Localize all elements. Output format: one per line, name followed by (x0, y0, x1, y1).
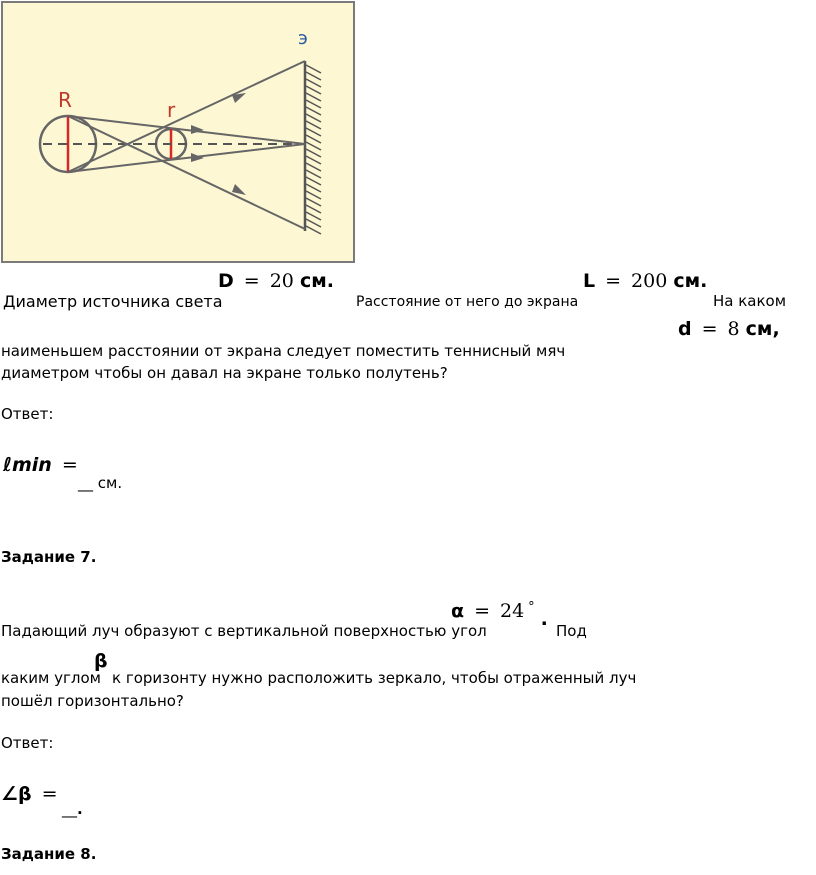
alpha-value: 24 (499, 600, 525, 622)
equals-sign: = (41, 783, 58, 805)
text-diameter: Диаметр источника света (3, 292, 223, 311)
task7-line3: пошёл горизонтально? (1, 692, 184, 710)
answer-label-7: Ответ: (1, 734, 54, 752)
task7-heading: Задание 7. (1, 548, 97, 566)
answer-end-7: . (77, 800, 83, 818)
equals-sign: = (605, 270, 622, 292)
d-unit: см, (745, 318, 780, 340)
ball-label: r (167, 98, 176, 122)
D-variable: D (218, 270, 234, 292)
alpha-dot: . (540, 608, 548, 630)
formula-beta (1, 783, 68, 805)
angle-beta: ∠β (1, 783, 32, 805)
L-unit: см. (673, 270, 708, 292)
screen-label: э (298, 28, 308, 49)
lmin-variable: ℓmin (3, 454, 52, 476)
formula-L (583, 270, 707, 292)
formula-alpha (451, 600, 548, 630)
answer-line-7 (62, 800, 83, 818)
equals-sign: = (243, 270, 260, 292)
d-variable: d (678, 318, 692, 340)
task7-line1: Падающий луч образуют с вертикальной поверхностью угол (1, 622, 487, 640)
text-question-start: На каком (713, 292, 787, 310)
L-value: 200 (631, 270, 668, 292)
alpha-degree: ° (528, 600, 535, 615)
task8-heading: Задание 8. (1, 845, 97, 863)
text-line3: диаметром чтобы он давал на экране только полутень? (1, 364, 448, 382)
formula-d (678, 318, 780, 340)
formula-D (218, 270, 334, 292)
task7-pod: Под (556, 622, 587, 640)
task7-line2b: к горизонту нужно расположить зеркало, чтобы отраженный луч (112, 669, 637, 687)
D-unit: см. (299, 270, 334, 292)
answer-blank-6[interactable]: __ (78, 474, 93, 492)
answer-blank-7[interactable]: __ (62, 800, 77, 818)
beta-variable: β (94, 650, 108, 672)
shadow-diagram (3, 3, 353, 261)
formula-lmin (3, 454, 88, 476)
optics-figure (1, 1, 355, 263)
equals-sign: = (701, 318, 718, 340)
screen-hatching (306, 65, 321, 234)
L-variable: L (583, 270, 596, 292)
equals-sign: = (474, 600, 490, 622)
alpha-variable: α (451, 600, 465, 622)
source-label: R (58, 88, 72, 112)
D-value: 20 (269, 270, 294, 292)
task7-line2a: каким углом (1, 669, 101, 687)
answer-label-6: Ответ: (1, 405, 54, 423)
equals-sign: = (61, 454, 78, 476)
d-value: 8 (727, 318, 740, 340)
answer-unit-6: см. (97, 474, 123, 492)
text-distance: Расстояние от него до экрана (356, 294, 579, 310)
text-line2: наименьшем расстоянии от экрана следует поместить теннисный мяч (1, 342, 566, 360)
answer-line-6 (78, 474, 122, 492)
